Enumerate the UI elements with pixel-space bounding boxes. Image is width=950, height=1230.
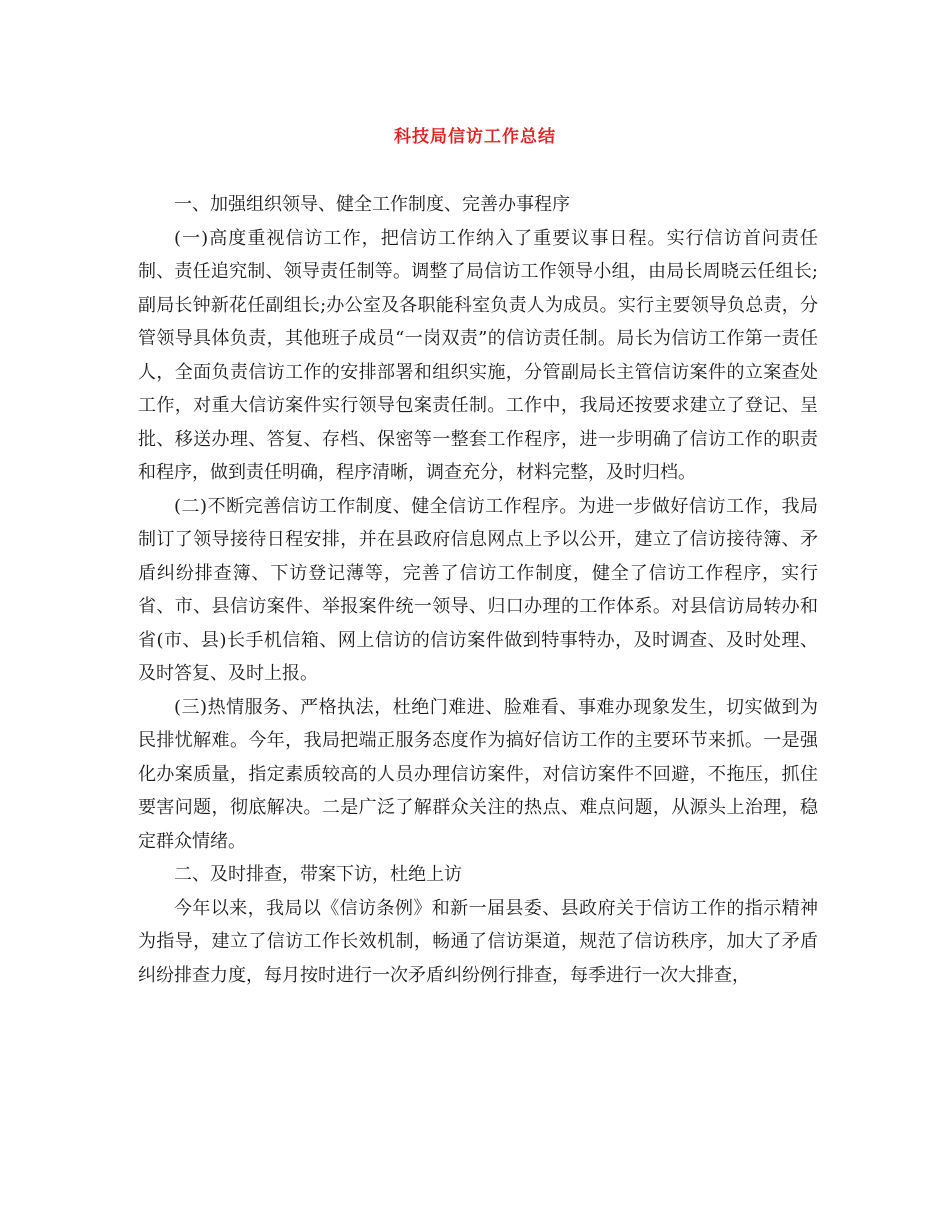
document-title: 科技局信访工作总结 — [394, 127, 556, 147]
paragraph: (一)高度重视信访工作，把信访工作纳入了重要议事日程。实行信访首问责任制、责任追究制、领导责任制等。调整了局信访工作领导小组，由局长周晓云任组长;副局长钟新花任副组长;办公室及各职能科室负责人为成员。实行主要领导负总责，分管领导具体负责，其他班子成员“一岗双责”的信访责任制。局长为信访工作第一责任人，全面负责信访工作的安排部署和组织实施，分管副局长主管信访案件的立案查处工作，对重大信访案件实行领导包案责任制。工作中，我局还按要求建立了登记、呈批、移送办理、答复、存档、保密等一整套工作程序，进一步明确了信访工作的职责和程序，做到责任明确，程序清晰，调查充分，材料完整，及时归档。 — [138, 227, 818, 483]
document-body — [138, 188, 818, 992]
paragraph: (二)不断完善信访工作制度、健全信访工作程序。为进一步做好信访工作，我局制订了领导接待日程安排，并在县政府信息网点上予以公开，建立了信访接待簿、矛盾纠纷排查簿、下访登记薄等，完善了信访工作制度，健全了信访工作程序，实行省、市、县信访案件、举报案件统一领导、归口办理的工作体系。对县信访局转办和省(市、县)长手机信箱、网上信访的信访案件做到特事特办，及时调查、及时处理、及时答复、及时上报。 — [138, 495, 818, 684]
paragraph: (三)热情服务、严格执法，杜绝门难进、脸难看、事难办现象发生，切实做到为民排忧解难。今年，我局把端正服务态度作为搞好信访工作的主要环节来抓。一是强化办案质量，指定素质较高的人员办理信访案件，对信访案件不回避，不拖压，抓住要害问题，彻底解决。二是广泛了解群众关注的热点、难点问题，从源头上治理，稳定群众情绪。 — [138, 696, 818, 852]
section-heading: 二、及时排查，带案下访，杜绝上访 — [174, 864, 462, 885]
section-heading: 一、加强组织领导、健全工作制度、完善办事程序 — [174, 194, 570, 215]
paragraph: 今年以来，我局以《信访条例》和新一届县委、县政府关于信访工作的指示精神为指导，建立了信访工作长效机制，畅通了信访渠道，规范了信访秩序，加大了矛盾纠纷排查力度，每月按时进行一次矛盾纠纷例行排查，每季进行一次大排查， — [138, 897, 818, 986]
